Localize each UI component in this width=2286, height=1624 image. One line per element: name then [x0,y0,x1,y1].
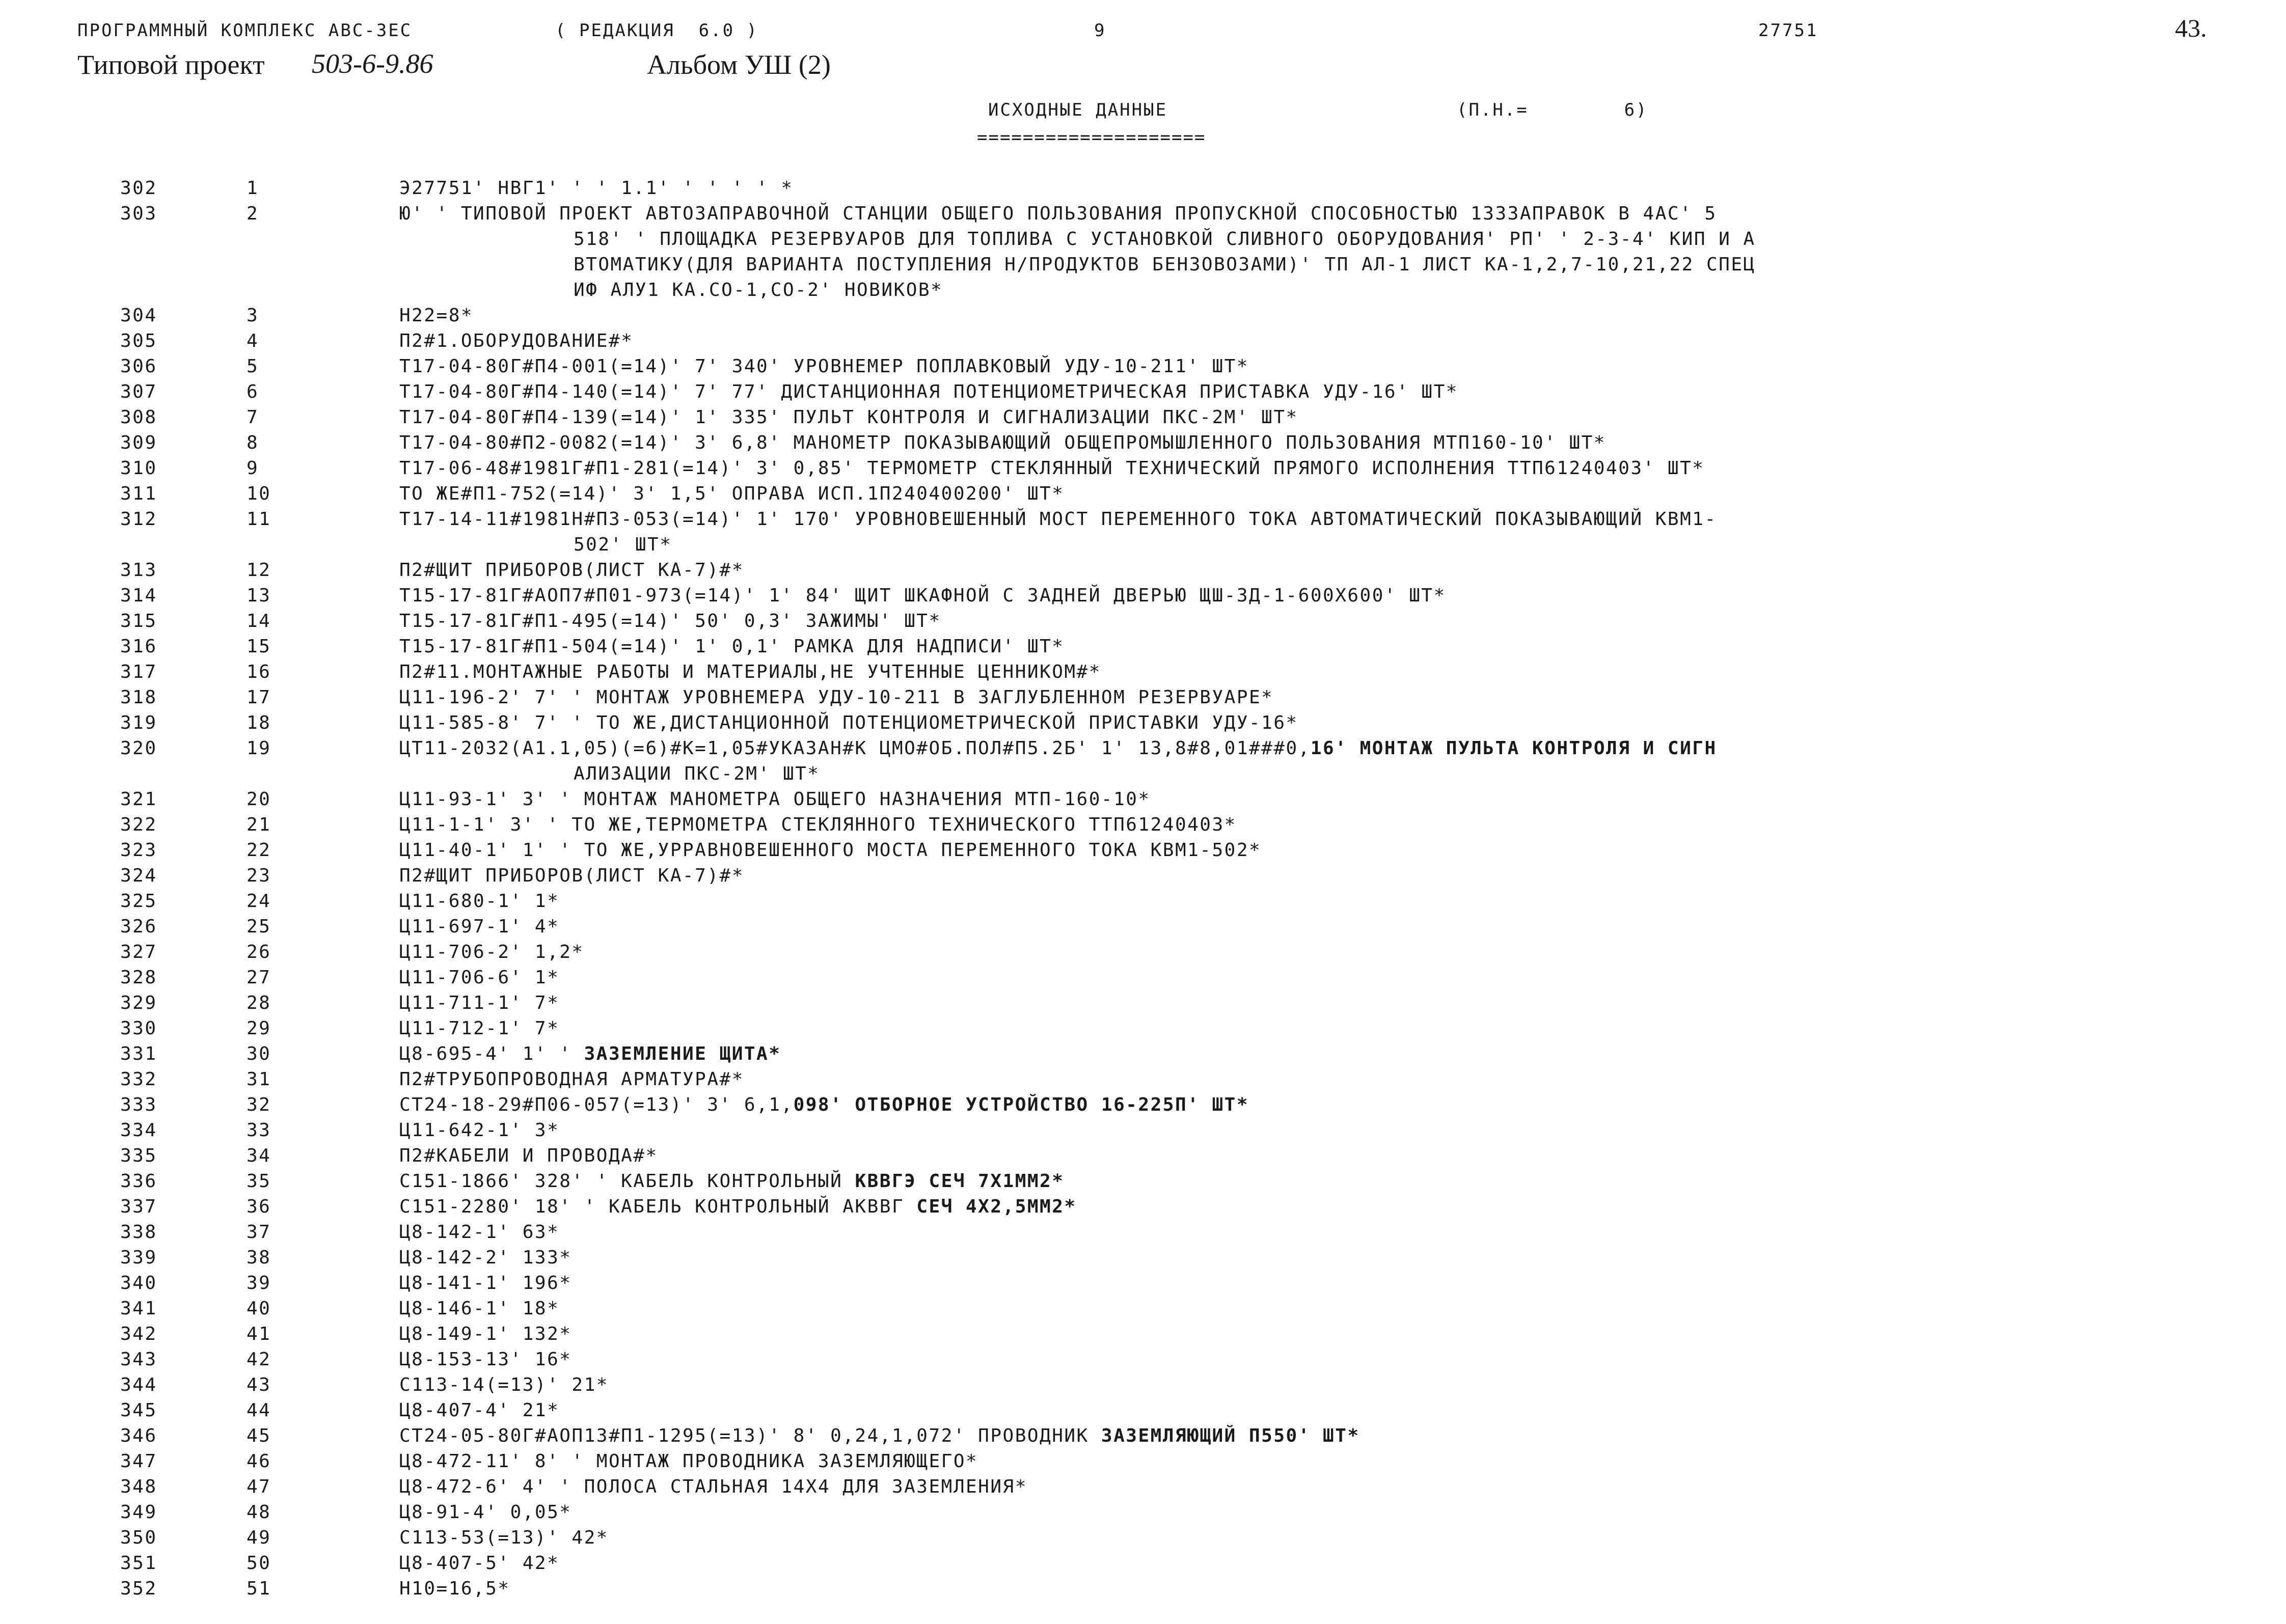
listing-line [0,1551,2286,1576]
item-number: 2 [247,203,259,224]
listing-line [0,1118,2286,1143]
line-text [399,1041,781,1067]
item-number: 32 [247,1094,271,1115]
line-text [399,1551,559,1576]
line-text-regular: Ц11-642-1' 3* [399,1120,560,1141]
line-text [399,1372,609,1398]
line-text-bold: 16' МОНТАЖ ПУЛЬТА КОНТРОЛЯ И СИГН [1310,738,1717,759]
item-number: 42 [247,1349,271,1370]
item-number: 33 [247,1120,271,1141]
line-text [399,812,1237,838]
line-text [399,1296,559,1322]
line-text [399,1169,1064,1194]
line-text-regular: Ц8-142-2' 133* [399,1247,572,1268]
item-number: 46 [247,1451,271,1472]
item-number: 23 [247,865,271,886]
line-text [574,532,672,558]
item-number: 16 [247,662,271,682]
line-text [399,1067,744,1092]
listing-line [0,1041,2286,1067]
line-text-regular: Ц11-1-1' 3' ' ТО ЖЕ,ТЕРМОМЕТРА СТЕКЛЯННОГО ТЕХНИЧЕСКОГО ТТП61240403* [399,814,1237,835]
item-number: 51 [247,1578,271,1599]
line-text [399,456,1704,481]
line-number: 333 [120,1094,157,1115]
line-number: 325 [120,891,157,912]
listing-line [0,1398,2286,1423]
line-number: 328 [120,967,157,988]
line-text-regular: Ц11-706-2' 1,2* [399,942,584,962]
line-text [399,1322,572,1347]
listing-line [0,710,2286,736]
item-number: 26 [247,942,271,962]
listing-line [0,430,2286,456]
item-number: 29 [247,1018,271,1039]
line-text [399,787,1151,812]
item-number: 27 [247,967,271,988]
line-text [399,583,1446,609]
line-number: 321 [120,789,157,810]
item-number: 45 [247,1425,271,1446]
line-text-regular: Н10=16,5* [399,1578,510,1599]
line-text [399,1525,609,1551]
listing-line [0,990,2286,1016]
line-text-regular: Ц11-680-1' 1* [399,891,560,912]
line-number: 336 [120,1171,157,1192]
listing-line [0,1576,2286,1602]
line-number: 340 [120,1273,157,1293]
item-number: 6 [247,381,259,402]
title-underline: ==================== [977,127,1206,148]
listing-line [0,838,2286,863]
line-text-regular: Ц8-141-1' 196* [399,1273,572,1293]
line-text-regular: Э27751' НВГ1' ' ' 1.1' ' ' ' ' * [399,178,794,199]
line-text [399,558,744,583]
line-number: 342 [120,1324,157,1344]
item-number: 13 [247,585,271,606]
line-text-regular: Ц8-407-4' 21* [399,1400,560,1421]
line-text-regular: Ц11-711-1' 7* [399,993,560,1013]
line-text [399,1016,559,1041]
page-number: 43. [2175,14,2207,42]
line-number: 303 [120,203,157,224]
line-number: 343 [120,1349,157,1370]
item-number: 22 [247,840,271,861]
item-number: 17 [247,687,271,708]
listing-continuation-line [0,532,2286,558]
listing-line [0,659,2286,685]
line-text [399,889,559,914]
item-number: 47 [247,1476,271,1497]
line-text-regular: Ц8-472-11' 8' ' МОНТАЖ ПРОВОДНИКА ЗАЗЕМЛЯЮЩЕГО* [399,1451,978,1472]
listing-line [0,1271,2286,1296]
line-number: 304 [120,305,157,326]
line-text [399,303,473,328]
listing-line [0,1296,2286,1322]
line-text-regular: ВТОМАТИКУ(ДЛЯ ВАРИАНТА ПОСТУПЛЕНИЯ Н/ПРОДУКТОВ БЕНЗОВОЗАМИ)' ТП АЛ-1 ЛИСТ КА-1,2,7-10,21,22 СПЕЦ [574,254,1756,275]
item-number: 14 [247,611,271,631]
item-number: 44 [247,1400,271,1421]
line-text-regular: Ц11-196-2' 7' ' МОНТАЖ УРОВНЕМЕРА УДУ-10-211 В ЗАГЛУБЛЕННОМ РЕЗЕРВУАРЕ* [399,687,1274,708]
line-text [399,736,1717,761]
listing-line [0,1525,2286,1551]
line-text [399,659,1101,685]
line-text [399,863,744,889]
line-text [399,1092,1249,1118]
item-number: 48 [247,1502,271,1523]
line-text-regular: С151-1866' 328' ' КАБЕЛЬ КОНТРОЛЬНЫЙ [399,1171,855,1192]
item-number: 10 [247,483,271,504]
line-text-regular: ИФ АЛУ1 КА.СО-1,СО-2' НОВИКОВ* [574,280,943,300]
edition: ( РЕДАКЦИЯ 6.0 ) [555,20,758,41]
line-text-regular: Ц11-697-1' 4* [399,916,560,937]
line-number: 349 [120,1502,157,1523]
line-number: 308 [120,407,157,428]
listing-line [0,1245,2286,1271]
line-text-regular: Ц8-142-1' 63* [399,1222,560,1243]
line-text [399,685,1273,710]
page-title: ИСХОДНЫЕ ДАННЫЕ [988,100,1168,120]
item-number: 41 [247,1324,271,1344]
item-number: 34 [247,1145,271,1166]
line-number: 327 [120,942,157,962]
line-number: 312 [120,509,157,530]
line-text-regular: ТО ЖЕ#П1-752(=14)' 3' 1,5' ОПРАВА ИСП.1П240400200' ШТ* [399,483,1065,504]
line-text [399,379,1458,405]
line-text [399,609,941,634]
page-pn: (П.Н.= 6) [1457,100,1648,120]
line-number: 310 [120,458,157,479]
line-text-bold: 098' ОТБОРНОЕ УСТРОЙСТВО 16-225П' ШТ* [793,1094,1249,1115]
listing-line [0,1194,2286,1220]
line-text [399,1118,559,1143]
listing-line [0,914,2286,940]
line-text [574,227,1756,252]
line-text-regular: Ц8-146-1' 18* [399,1298,560,1319]
line-text [399,1143,658,1169]
line-text [399,710,1298,736]
listing-line [0,405,2286,430]
listing-line [0,685,2286,710]
line-text-regular: Т17-06-48#1981Г#П1-281(=14)' 3' 0,85' ТЕРМОМЕТР СТЕКЛЯННЫЙ ТЕХНИЧЕСКИЙ ПРЯМОГО ИСПОЛНЕНИЯ ТТП61240403' ШТ* [399,458,1705,479]
listing-line [0,863,2286,889]
item-number: 21 [247,814,271,835]
line-number: 314 [120,585,157,606]
line-number: 339 [120,1247,157,1268]
item-number: 37 [247,1222,271,1243]
line-number: 302 [120,178,157,199]
listing-line [0,456,2286,481]
item-number: 8 [247,432,259,453]
line-number: 315 [120,611,157,631]
item-number: 5 [247,356,259,377]
line-number: 344 [120,1374,157,1395]
line-number: 318 [120,687,157,708]
line-text-regular: Н22=8* [399,305,474,326]
item-number: 39 [247,1273,271,1293]
line-text-regular: Ц11-93-1' 3' ' МОНТАЖ МАНОМЕТРА ОБЩЕГО НАЗНАЧЕНИЯ МТП-160-10* [399,789,1151,810]
line-text-regular: П2#ЩИТ ПРИБОРОВ(ЛИСТ КА-7)#* [399,560,744,581]
line-text-regular: Т17-04-80#П2-0082(=14)' 3' 6,8' МАНОМЕТР ПОКАЗЫВАЮЩИЙ ОБЩЕПРОМЫШЛЕННОГО ПОЛЬЗОВАНИЯ МТП160-10' ШТ* [399,432,1607,453]
listing-line [0,634,2286,659]
line-number: 331 [120,1043,157,1064]
program-name: ПРОГРАММНЫЙ КОМПЛЕКС АВС-3ЕС [77,20,413,41]
line-text [399,634,1064,659]
line-text [399,1474,1027,1500]
listing-line [0,1143,2286,1169]
item-number: 9 [247,458,259,479]
listing-line [0,812,2286,838]
line-number: 305 [120,331,157,351]
listing-line [0,303,2286,328]
item-number: 24 [247,891,271,912]
line-text-regular: П2#ТРУБОПРОВОДНАЯ АРМАТУРА#* [399,1069,744,1090]
line-text-regular: 518' ' ПЛОЩАДКА РЕЗЕРВУАРОВ ДЛЯ ТОПЛИВА С УСТАНОВКОЙ СЛИВНОГО ОБОРУДОВАНИЯ' РП' ' 2-3-4' КИП И А [574,229,1756,250]
line-text-bold: КВВГЭ СЕЧ 7Х1ММ2* [855,1171,1065,1192]
line-text-regular: Ц8-472-6' 4' ' ПОЛОСА СТАЛЬНАЯ 14Х4 ДЛЯ ЗАЗЕМЛЕНИЯ* [399,1476,1027,1497]
line-number: 346 [120,1425,157,1446]
sheet-number: 9 [1094,20,1106,41]
line-text [574,761,820,787]
line-text-regular: Ц11-585-8' 7' ' ТО ЖЕ,ДИСТАНЦИОННОЙ ПОТЕНЦИОМЕТРИЧЕСКОЙ ПРИСТАВКИ УДУ-16* [399,712,1298,733]
line-text [399,990,559,1016]
line-text-regular: Ц8-149-1' 132* [399,1324,572,1344]
line-text [399,1220,559,1245]
item-number: 35 [247,1171,271,1192]
item-number: 12 [247,560,271,581]
listing-line [0,1347,2286,1372]
listing-continuation-line [0,252,2286,278]
line-number: 322 [120,814,157,835]
item-number: 19 [247,738,271,759]
line-text [399,507,1717,532]
listing-line [0,1092,2286,1118]
line-text [399,1449,978,1474]
line-number: 335 [120,1145,157,1166]
line-number: 317 [120,662,157,682]
line-number: 334 [120,1120,157,1141]
listing-continuation-line [0,278,2286,303]
line-text-regular: Т17-04-80Г#П4-001(=14)' 7' 340' УРОВНЕМЕР ПОПЛАВКОВЫЙ УДУ-10-211' ШТ* [399,356,1249,377]
listing-line [0,965,2286,990]
line-text-regular: Т17-04-80Г#П4-140(=14)' 7' 77' ДИСТАНЦИОННАЯ ПОТЕНЦИОМЕТРИЧЕСКАЯ ПРИСТАВКА УДУ-16' ШТ* [399,381,1458,402]
listing-line [0,1449,2286,1474]
line-number: 332 [120,1069,157,1090]
line-text-regular: СТ24-05-80Г#АОП13#П1-1295(=13)' 8' 0,24,1,072' ПРОВОДНИК [399,1425,1101,1446]
listing-line [0,889,2286,914]
line-number: 307 [120,381,157,402]
item-number: 36 [247,1196,271,1217]
item-number: 3 [247,305,259,326]
listing-continuation-line [0,761,2286,787]
line-text [399,1500,572,1525]
line-number: 313 [120,560,157,581]
line-text-regular: СТ24-18-29#П06-057(=13)' 3' 6,1, [399,1094,794,1115]
line-text [399,1398,559,1423]
item-number: 38 [247,1247,271,1268]
line-number: 338 [120,1222,157,1243]
line-text-regular: С151-2280' 18' ' КАБЕЛЬ КОНТРОЛЬНЫЙ АКВВГ [399,1196,917,1217]
line-number: 347 [120,1451,157,1472]
item-number: 50 [247,1553,271,1574]
line-number: 320 [120,738,157,759]
line-text-bold: ЗАЗЕМЛЯЮЩИЙ П550' ШТ* [1101,1425,1360,1446]
line-text-regular: С113-14(=13)' 21* [399,1374,609,1395]
line-text-regular: Ц8-153-13' 16* [399,1349,572,1370]
listing-line [0,481,2286,507]
line-text [399,354,1249,379]
line-number: 323 [120,840,157,861]
line-number: 330 [120,1018,157,1039]
line-text [399,914,559,940]
line-text-bold: ЗАЗЕМЛЕНИЕ ЩИТА* [584,1043,781,1064]
item-number: 18 [247,712,271,733]
listing-line [0,736,2286,761]
line-text [399,201,1717,227]
item-number: 20 [247,789,271,810]
item-number: 25 [247,916,271,937]
line-number: 348 [120,1476,157,1497]
listing-line [0,328,2286,354]
line-text-regular: Т15-17-81Г#АОП7#П01-973(=14)' 1' 84' ЩИТ ШКАФНОЙ С ЗАДНЕЙ ДВЕРЬЮ ЩШ-ЗД-1-600Х600' ШТ* [399,585,1446,606]
listing-line [0,1067,2286,1092]
line-text [399,328,633,354]
line-text-regular: АЛИЗАЦИИ ПКС-2М' ШТ* [574,763,820,784]
line-number: 345 [120,1400,157,1421]
line-text-regular: Ц11-706-6' 1* [399,967,560,988]
document-number: 27751 [1758,20,1818,41]
line-text-regular: 502' ШТ* [574,534,672,555]
line-text [574,252,1756,278]
item-number: 28 [247,993,271,1013]
line-text-regular: Т17-14-11#1981Н#П3-053(=14)' 1' 170' УРОВНОВЕШЕННЫЙ МОСТ ПЕРЕМЕННОГО ТОКА АВТОМАТИЧЕСКИЙ ПОКАЗЫВАЮЩИЙ КВМ1- [399,509,1717,530]
listing-line [0,507,2286,532]
line-text-regular: ЦТ11-2032(А1.1,05)(=6)#К=1,05#УКАЗАН#К ЦМО#ОБ.ПОЛ#П5.2Б' 1' 13,8#8,01###0, [399,738,1311,759]
listing-line [0,609,2286,634]
line-text-regular: Т15-17-81Г#П1-495(=14)' 50' 0,3' ЗАЖИМЫ' ШТ* [399,611,941,631]
line-number: 351 [120,1553,157,1574]
listing-line [0,558,2286,583]
item-number: 11 [247,509,271,530]
listing-line [0,176,2286,201]
line-text [399,176,794,201]
listing-line [0,1423,2286,1449]
line-number: 309 [120,432,157,453]
line-text-bold: СЕЧ 4Х2,5ММ2* [916,1196,1077,1217]
item-number: 30 [247,1043,271,1064]
line-text-regular: Ц8-407-5' 42* [399,1553,560,1574]
line-number: 319 [120,712,157,733]
line-text-regular: П2#ЩИТ ПРИБОРОВ(ЛИСТ КА-7)#* [399,865,744,886]
line-text [399,838,1261,863]
line-text-regular: Ц11-40-1' 1' ' ТО ЖЕ,УРРАВНОВЕШЕННОГО МОСТА ПЕРЕМЕННОГО ТОКА КВМ1-502* [399,840,1262,861]
line-text [399,1194,1077,1220]
album-label: Альбом УШ (2) [647,49,831,80]
project-code: 503-6-9.86 [312,48,433,79]
project-label: Типовой проект [77,49,265,80]
listing-line [0,201,2286,227]
line-text-regular: Ц11-712-1' 7* [399,1018,560,1039]
line-text [574,278,943,303]
line-text-regular: Т15-17-81Г#П1-504(=14)' 1' 0,1' РАМКА ДЛЯ НАДПИСИ' ШТ* [399,636,1065,657]
item-number: 7 [247,407,259,428]
line-number: 316 [120,636,157,657]
line-number: 311 [120,483,157,504]
listing-continuation-line [0,227,2286,252]
line-text-regular: Т17-04-80Г#П4-139(=14)' 1' 335' ПУЛЬТ КОНТРОЛЯ И СИГНАЛИЗАЦИИ ПКС-2М' ШТ* [399,407,1298,428]
listing-line [0,940,2286,965]
item-number: 40 [247,1298,271,1319]
item-number: 4 [247,331,259,351]
item-number: 49 [247,1527,271,1548]
line-text [399,1576,510,1602]
line-text [399,1347,572,1372]
line-text [399,940,584,965]
line-number: 324 [120,865,157,886]
line-text-regular: П2#1.ОБОРУДОВАНИЕ#* [399,331,634,351]
line-text-regular: Ю' ' ТИПОВОЙ ПРОЕКТ АВТОЗАПРАВОЧНОЙ СТАНЦИИ ОБЩЕГО ПОЛЬЗОВАНИЯ ПРОПУСКНОЙ СПОСОБНОСТЬЮ 13ЗЗАПРАВОК В 4АС' 5 [399,203,1717,224]
item-number: 43 [247,1374,271,1395]
listing-line [0,1500,2286,1525]
item-number: 31 [247,1069,271,1090]
line-text-regular: П2#11.МОНТАЖНЫЕ РАБОТЫ И МАТЕРИАЛЫ,НЕ УЧТЕННЫЕ ЦЕННИКОМ#* [399,662,1101,682]
item-number: 15 [247,636,271,657]
line-text-regular: Ц8-695-4' 1' ' [399,1043,584,1064]
listing-line [0,1220,2286,1245]
line-text [399,430,1606,456]
listing-line [0,1016,2286,1041]
listing-line [0,1474,2286,1500]
line-text [399,1271,572,1296]
line-number: 341 [120,1298,157,1319]
line-number: 326 [120,916,157,937]
line-text-regular: С113-53(=13)' 42* [399,1527,609,1548]
line-text [399,1423,1360,1449]
listing-line [0,1322,2286,1347]
line-text [399,481,1064,507]
listing-line [0,1169,2286,1194]
listing-line [0,787,2286,812]
line-number: 350 [120,1527,157,1548]
item-number: 1 [247,178,259,199]
line-text [399,405,1298,430]
line-number: 306 [120,356,157,377]
line-number: 329 [120,993,157,1013]
listing-line [0,583,2286,609]
line-text-regular: П2#КАБЕЛИ И ПРОВОДА#* [399,1145,658,1166]
listing-line [0,354,2286,379]
listing-line [0,379,2286,405]
line-text-regular: Ц8-91-4' 0,05* [399,1502,572,1523]
listing-line [0,1372,2286,1398]
line-number: 337 [120,1196,157,1217]
line-number: 352 [120,1578,157,1599]
line-text [399,1245,572,1271]
line-text [399,965,559,990]
